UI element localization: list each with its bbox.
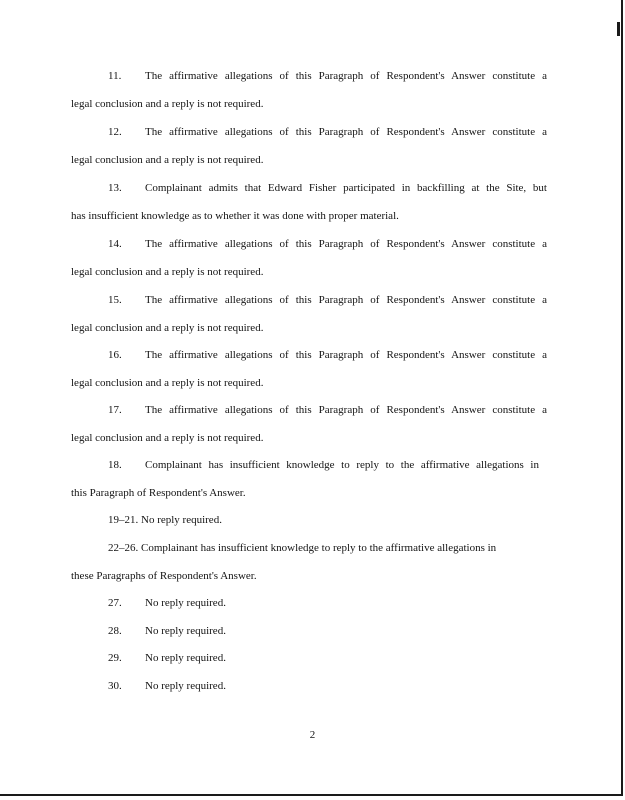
- paragraph-text: The affirmative allegations of this Paragraph of Respondent's Answer constitute a: [145, 349, 547, 361]
- paragraph-continuation: legal conclusion and a reply is not required.: [71, 377, 264, 389]
- paragraph-14: [71, 230, 547, 286]
- paragraph-continuation: legal conclusion and a reply is not required.: [71, 266, 264, 278]
- paragraph-22-26: [71, 534, 547, 590]
- paragraph-15: [71, 286, 547, 342]
- paragraph-text: Complainant admits that Edward Fisher participated in backfilling at the Site, but: [145, 182, 547, 194]
- paragraph-number: 18.: [108, 459, 122, 471]
- paragraph-continuation: legal conclusion and a reply is not required.: [71, 322, 264, 334]
- paragraph-text: The affirmative allegations of this Paragraph of Respondent's Answer constitute a: [145, 294, 547, 306]
- paragraph-number: 29.: [108, 652, 122, 664]
- paragraph-continuation: has insufficient knowledge as to whether it was done with proper material.: [71, 210, 399, 222]
- paragraph-text: Complainant has insufficient knowledge to reply to the affirmative allegations in: [145, 459, 539, 471]
- paragraph-18: [71, 451, 547, 507]
- paragraph-continuation: legal conclusion and a reply is not required.: [71, 154, 264, 166]
- paragraph-number: 30.: [108, 680, 122, 692]
- paragraph-number: 15.: [108, 294, 122, 306]
- paragraph-text: 19–21. No reply required.: [108, 514, 222, 526]
- paragraph-text: The affirmative allegations of this Paragraph of Respondent's Answer constitute a: [145, 404, 547, 416]
- paragraph-30: [108, 672, 226, 700]
- paragraph-continuation: these Paragraphs of Respondent's Answer.: [71, 570, 257, 582]
- paragraph-number: 14.: [108, 238, 122, 250]
- paragraph-text: No reply required.: [145, 625, 226, 637]
- scan-edge-right: [621, 0, 623, 796]
- paragraph-text: The affirmative allegations of this Paragraph of Respondent's Answer constitute a: [145, 238, 547, 250]
- paragraph-continuation: legal conclusion and a reply is not required.: [71, 98, 264, 110]
- paragraph-number: 11.: [108, 70, 122, 82]
- paragraph-text: The affirmative allegations of this Paragraph of Respondent's Answer constitute a: [145, 70, 547, 82]
- paragraph-27: [108, 589, 226, 617]
- paragraph-text: No reply required.: [145, 652, 226, 664]
- paragraph-number: 12.: [108, 126, 122, 138]
- paragraph-number: 27.: [108, 597, 122, 609]
- paragraph-text: 22–26. Complainant has insufficient knowledge to reply to the affirmative allegations in: [108, 542, 497, 554]
- paragraph-text: No reply required.: [145, 680, 226, 692]
- paragraph-number: 17.: [108, 404, 122, 416]
- paragraph-number: 28.: [108, 625, 122, 637]
- page-number: 2: [309, 729, 316, 741]
- paragraph-29: [108, 644, 226, 672]
- paragraph-continuation: legal conclusion and a reply is not required.: [71, 432, 264, 444]
- paragraph-16: [71, 341, 547, 397]
- paragraph-continuation: this Paragraph of Respondent's Answer.: [71, 487, 246, 499]
- paragraph-number: 13.: [108, 182, 122, 194]
- paragraph-17: [71, 396, 547, 452]
- paragraph-11: [71, 62, 547, 118]
- paragraph-text: No reply required.: [145, 597, 226, 609]
- paragraph-19-21: [108, 506, 222, 534]
- paragraph-13: [71, 174, 547, 230]
- scan-edge-bottom: [0, 794, 623, 796]
- paragraph-text: The affirmative allegations of this Paragraph of Respondent's Answer constitute a: [145, 126, 547, 138]
- scan-mark: [617, 22, 620, 36]
- paragraph-28: [108, 617, 226, 645]
- paragraph-12: [71, 118, 547, 174]
- paragraph-number: 16.: [108, 349, 122, 361]
